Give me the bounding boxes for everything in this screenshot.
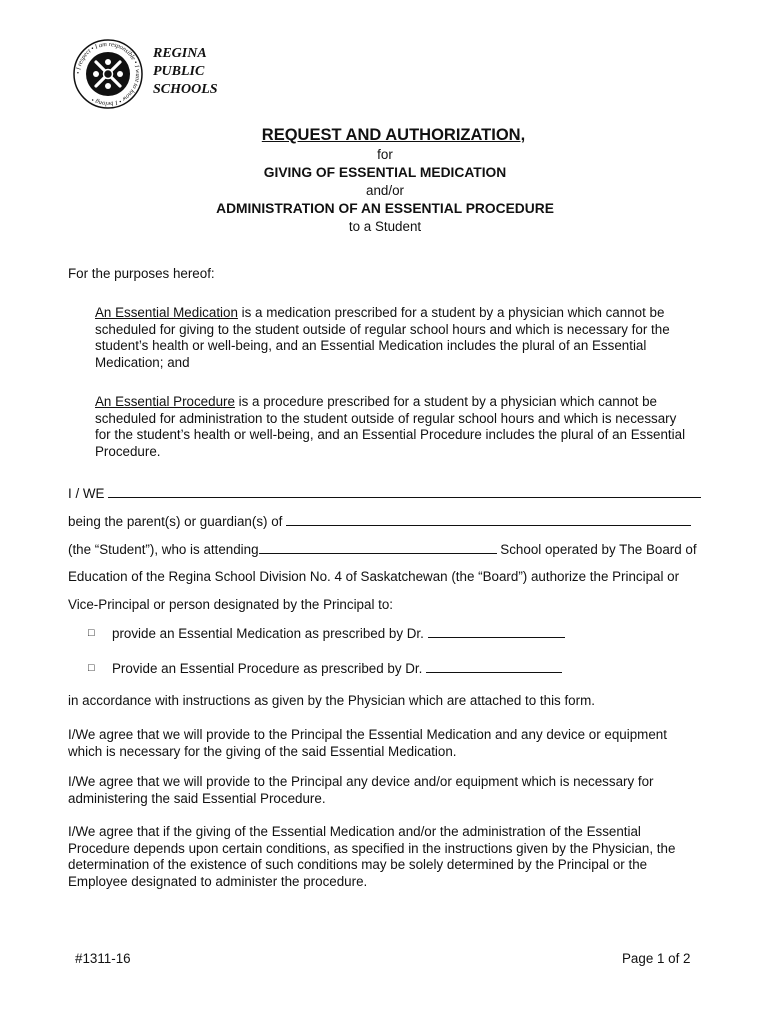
- term-essential-procedure: An Essential Procedure: [95, 394, 235, 409]
- regina-public-schools-seal-icon: [72, 38, 144, 110]
- definition-line: is a medication prescribed for a student by a physician which cannot be: [237, 305, 665, 320]
- clause-line: I/We agree that if the giving of the Essential Medication and/or the administration of the Essential: [68, 824, 641, 839]
- school-name-field[interactable]: [259, 541, 497, 554]
- logo-ring-text: • I respect • I am responsible • I want to know • I belong •: [74, 40, 142, 108]
- title-main: REQUEST AND AUTHORIZATION,: [261, 126, 526, 144]
- page-number: Page 1 of 2: [622, 951, 691, 966]
- agree-clause-1: [68, 727, 708, 760]
- definition-line: scheduled for administration to the student outside of regular school hours and which is necessary: [95, 410, 677, 426]
- agree-clause-2: [68, 774, 708, 807]
- iwe-row: [68, 485, 708, 503]
- clause-line: Employee designated to administer the procedure.: [68, 873, 368, 889]
- term-essential-medication: An Essential Medication: [95, 305, 238, 320]
- parent-label: being the parent(s) or guardian(s) of: [68, 514, 283, 529]
- school-suffix: School operated by The Board of: [500, 542, 697, 557]
- checkbox-medication[interactable]: □: [88, 627, 95, 639]
- definition-line: for the student’s health or well-being, and an Essential Procedure includes the plural of an Essential: [95, 427, 686, 443]
- clause-line: which is necessary for the giving of the said Essential Medication.: [68, 743, 457, 759]
- title-to-student: to a Student: [348, 219, 422, 234]
- clause-line: I/We agree that we will provide to the Principal any device and/or equipment which is necessary for: [68, 774, 654, 789]
- definition-medication: [95, 305, 710, 371]
- school-name-line: PUBLIC: [153, 64, 205, 79]
- form-number: #1311-16: [75, 951, 131, 966]
- option-procedure-label: Provide an Essential Procedure as prescribed by Dr.: [112, 661, 423, 676]
- clause-line: Procedure depends upon certain conditions, as specified in the instructions given by the Physician, the: [68, 840, 676, 856]
- clause-line: administering the said Essential Procedure.: [68, 790, 326, 806]
- iwe-name-field[interactable]: [108, 485, 701, 498]
- definition-line: scheduled for giving to the student outside of regular school hours and which is necessary for the: [95, 321, 670, 337]
- school-logo: [72, 38, 144, 110]
- definition-line: Procedure.: [95, 443, 161, 459]
- definition-line: student’s health or well-being, and an Essential Medication includes the plural of an Essential: [95, 338, 647, 354]
- option-medication: [112, 625, 565, 641]
- agree-clause-3: [68, 824, 708, 890]
- school-row: [68, 541, 708, 559]
- medication-doctor-field[interactable]: [428, 625, 565, 638]
- title-andor: and/or: [366, 183, 404, 198]
- student-name-field[interactable]: [286, 513, 691, 526]
- definition-procedure: [95, 394, 710, 460]
- student-name-row: [68, 513, 708, 531]
- accordance-clause: in accordance with instructions as given by the Physician which are attached to this form.: [68, 693, 595, 708]
- board-line: Education of the Regina School Division No. 4 of Saskatchewan (the “Board”) authorize the Principal or: [68, 569, 680, 584]
- checkbox-procedure[interactable]: □: [88, 662, 95, 674]
- school-name-line: SCHOOLS: [153, 82, 218, 97]
- clause-line: I/We agree that we will provide to the Principal the Essential Medication and any device or equipment: [68, 727, 667, 742]
- title-procedure: ADMINISTRATION OF AN ESSENTIAL PROCEDURE: [216, 201, 554, 216]
- school-name-line: REGINA: [153, 46, 207, 61]
- document-title: [0, 124, 770, 236]
- intro-text: For the purposes hereof:: [68, 266, 215, 281]
- definition-line: is a procedure prescribed for a student by a physician which cannot be: [234, 394, 657, 409]
- title-for: for: [377, 147, 393, 162]
- procedure-doctor-field[interactable]: [426, 660, 562, 673]
- option-procedure: [112, 660, 562, 676]
- clause-line: determination of the existence of such conditions may be solely determined by the Principal or the: [68, 857, 648, 873]
- title-medication: GIVING OF ESSENTIAL MEDICATION: [263, 165, 507, 180]
- option-medication-label: provide an Essential Medication as prescribed by Dr.: [112, 626, 424, 641]
- definition-line: Medication; and: [95, 354, 190, 370]
- iwe-label: I / WE: [68, 486, 105, 501]
- student-label: (the “Student”), who is attending: [68, 542, 259, 557]
- school-name: [153, 45, 218, 99]
- vp-line: Vice-Principal or person designated by the Principal to:: [68, 597, 394, 612]
